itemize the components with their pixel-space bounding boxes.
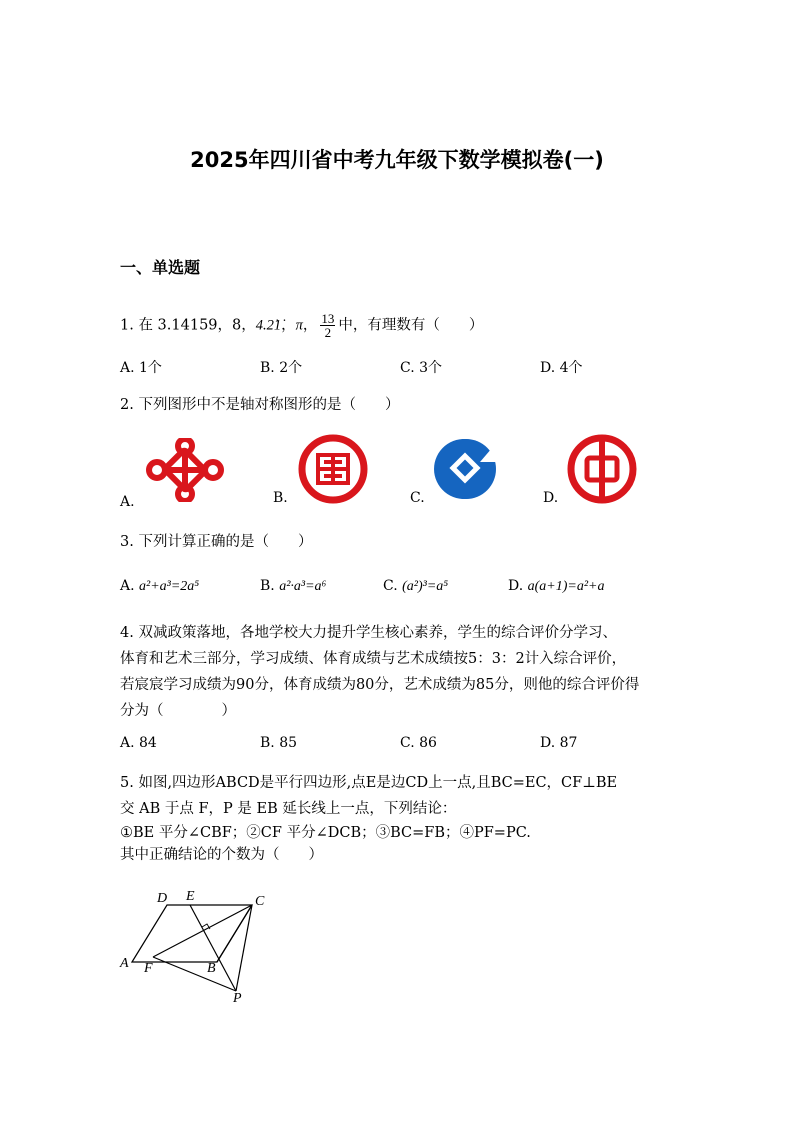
parallelogram-figure bbox=[115, 885, 275, 1005]
boc-logo-icon[interactable] bbox=[567, 434, 637, 504]
q1-pi: π bbox=[295, 317, 303, 334]
q5-line: ①BE 平分∠CBF；②CF 平分∠DCB；③BC=FB；④PF=PC. bbox=[120, 825, 531, 841]
q5-line: 交 AB 于点 F，P 是 EB 延长线上一点，下列结论： bbox=[120, 801, 457, 817]
q1-suffix: 中，有理数有（ ） bbox=[338, 317, 484, 334]
q1-option-b[interactable]: B. 2个 bbox=[260, 360, 303, 376]
q2-label-c[interactable]: C. bbox=[410, 490, 425, 506]
q1-repeating-decimal: 4.2̇1̇ bbox=[255, 317, 282, 334]
option-label: B. bbox=[260, 578, 275, 594]
point-label-p: P bbox=[233, 991, 242, 1005]
page-title: 2025年四川省中考九年级下数学模拟卷(一) bbox=[190, 148, 604, 172]
question-4 bbox=[120, 620, 680, 724]
q1-prefix: 1. 在 3.14159，8， bbox=[120, 317, 256, 334]
q3-option-d-expr: a(a+1)=a²+a bbox=[527, 579, 605, 594]
q5-line: 5. 如图,四边形ABCD是平行四边形,点E是边CD上一点,且BC=EC，CF⊥BE bbox=[120, 775, 618, 791]
fraction-denominator: 2 bbox=[324, 325, 332, 340]
chinese-knot-icon[interactable] bbox=[144, 438, 226, 502]
question-3: 3. 下列计算正确的是（ ） bbox=[120, 534, 313, 550]
q4-line: 4. 双减政策落地，各地学校大力提升学生核心素养，学生的综合评价分学习、 bbox=[120, 625, 617, 641]
point-label-d: D bbox=[157, 891, 168, 906]
option-label: D. bbox=[508, 578, 524, 594]
q2-label-a[interactable]: A. bbox=[120, 494, 135, 510]
q3-option-c-expr: (a²)³=a⁵ bbox=[402, 579, 449, 594]
icbc-logo-icon[interactable] bbox=[298, 434, 368, 504]
point-label-f: F bbox=[144, 961, 153, 976]
q5-line: 其中正确结论的个数为（ ） bbox=[120, 847, 323, 863]
q2-label-d[interactable]: D. bbox=[543, 490, 559, 506]
question-5 bbox=[120, 770, 700, 866]
q4-option-b[interactable]: B. 85 bbox=[260, 735, 298, 751]
question-1: 1. 在 3.14159，8，4.2̇1̇，π， $\frac{13}{2}$ 中，有理数有（ ） bbox=[120, 311, 484, 340]
q1-option-d[interactable]: D. 4个 bbox=[540, 360, 583, 376]
ccb-logo-icon[interactable] bbox=[432, 434, 500, 504]
point-label-a: A bbox=[120, 956, 129, 971]
q4-option-c[interactable]: C. 86 bbox=[400, 735, 437, 751]
fraction-numerator: 13 bbox=[321, 311, 335, 326]
q3-option-b[interactable] bbox=[260, 578, 326, 595]
q3-option-b-expr: a²·a³=a⁶ bbox=[279, 579, 327, 594]
q1-option-c[interactable]: C. 3个 bbox=[400, 360, 443, 376]
point-label-c: C bbox=[255, 894, 265, 909]
question-2: 2. 下列图形中不是轴对称图形的是（ ） bbox=[120, 397, 400, 413]
option-label: A. bbox=[120, 578, 135, 594]
q4-line: 分为（ ） bbox=[120, 703, 236, 719]
q1-option-a[interactable]: A. 1个 bbox=[120, 360, 162, 376]
q3-option-a-expr: a²+a³=2a⁵ bbox=[139, 579, 200, 594]
option-label: C. bbox=[383, 578, 398, 594]
section-heading: 一、单选题 bbox=[120, 258, 201, 277]
q4-option-a[interactable]: A. 84 bbox=[120, 735, 157, 751]
q2-label-b[interactable]: B. bbox=[273, 490, 288, 506]
q3-option-c[interactable] bbox=[383, 578, 448, 595]
q4-line: 体育和艺术三部分，学习成绩、体育成绩与艺术成绩按5：3：2计入综合评价， bbox=[120, 651, 627, 667]
q4-line: 若宸宸学习成绩为90分，体育成绩为80分，艺术成绩为85分，则他的综合评价得 bbox=[120, 677, 640, 693]
point-label-e: E bbox=[186, 889, 195, 904]
q4-option-d[interactable]: D. 87 bbox=[540, 735, 578, 751]
q3-option-d[interactable] bbox=[508, 578, 605, 595]
q3-option-a[interactable] bbox=[120, 578, 199, 595]
point-label-b: B bbox=[207, 961, 216, 976]
q1-fraction bbox=[320, 312, 335, 339]
